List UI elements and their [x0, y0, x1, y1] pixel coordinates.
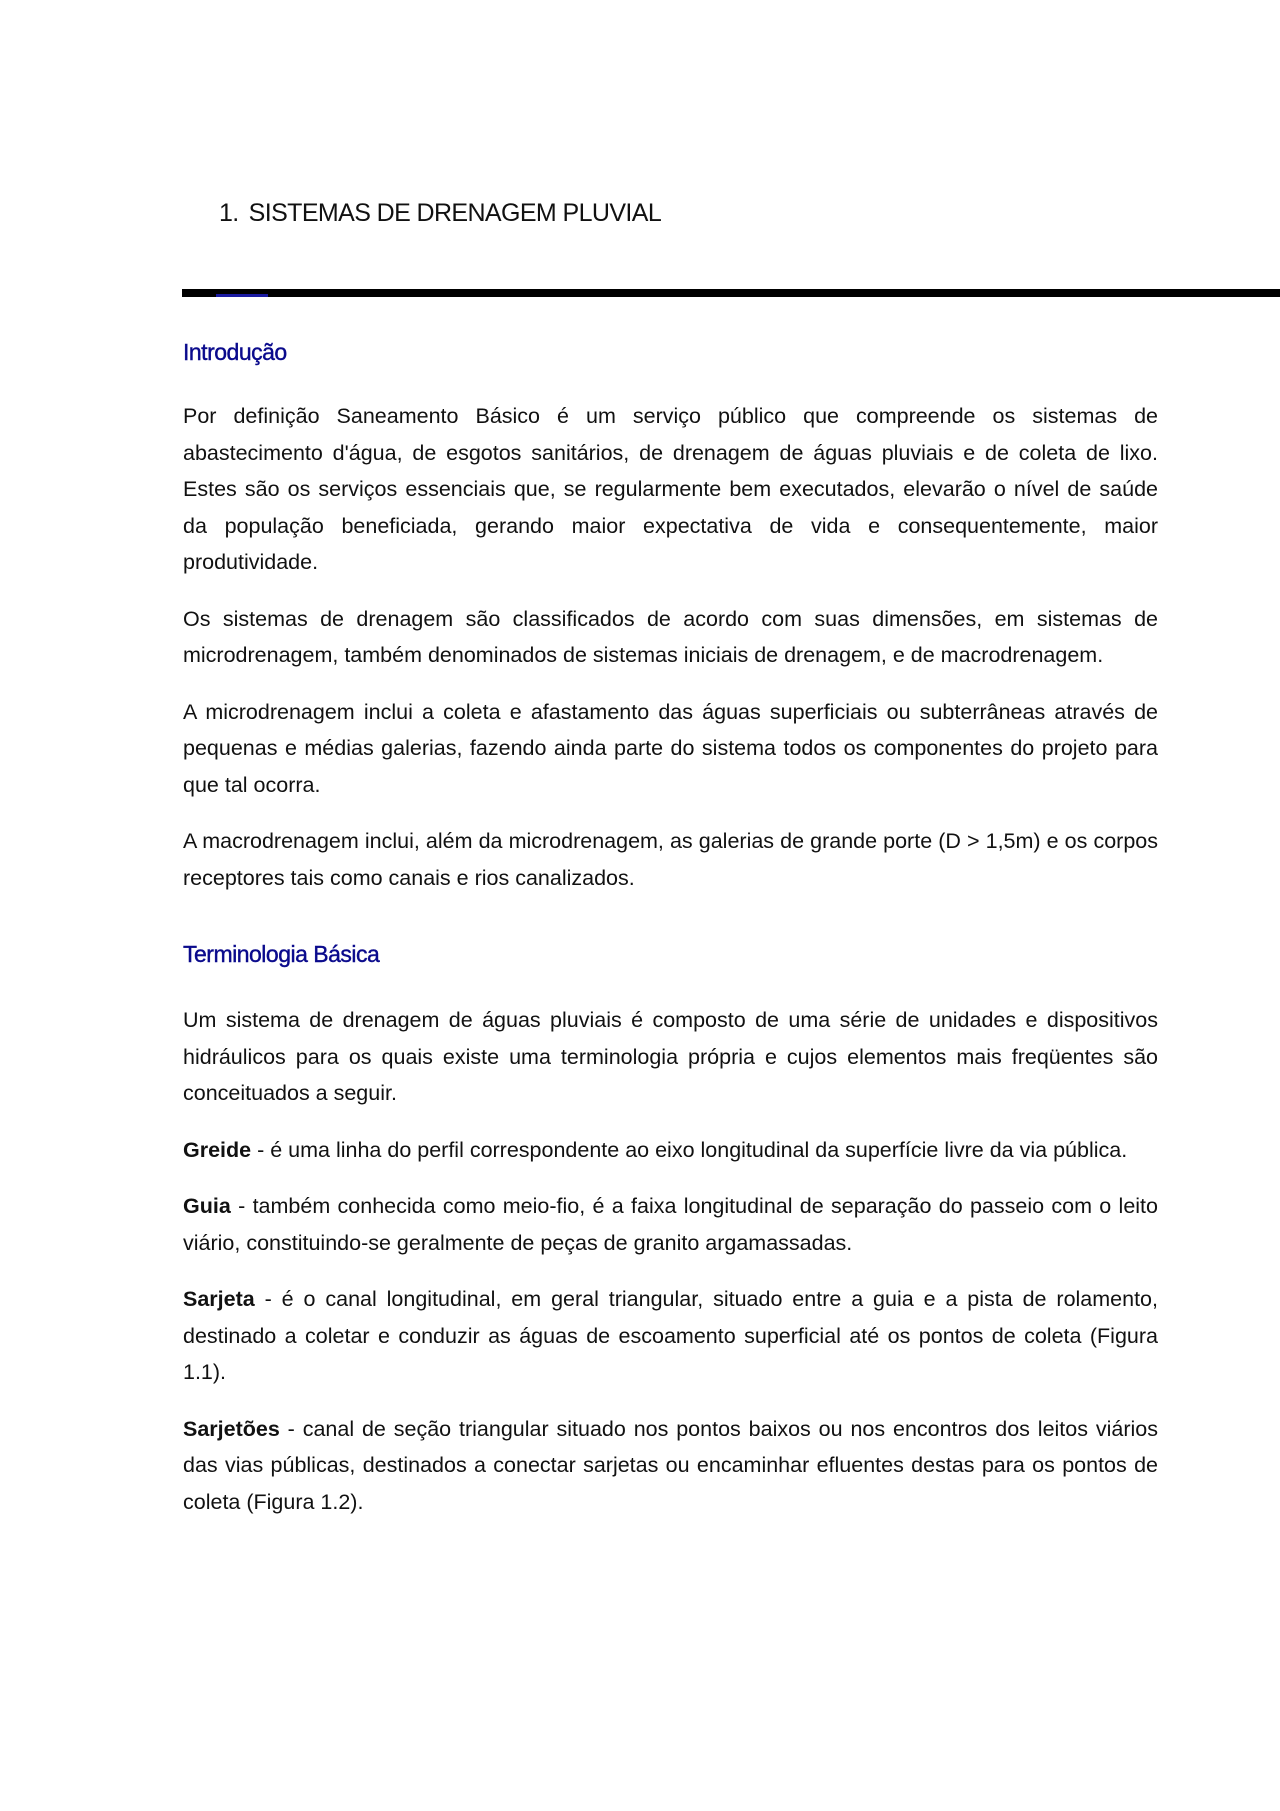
intro-paragraph-2: Os sistemas de drenagem são classificados de acordo com suas dimensões, em sistemas de microdrenagem, também denominados de sistemas iniciais de drenagem, e de macrodrenagem. — [183, 606, 1158, 667]
term-label: Sarjeta — [183, 1287, 255, 1311]
term-definition-guia — [183, 1188, 1158, 1261]
chapter-number: 1. — [219, 199, 239, 227]
intro-paragraph-1: Por definição Saneamento Básico é um serviço público que compreende os sistemas de abastecimento d'água, de esgotos sanitários, de drenagem de águas pluviais e de coleta de lixo. Estes são os serviços essenciais que, se regularmente bem executados, elevarão o nível de saúde da população beneficiada, gerando maior expectativa de vida e consequentemente, maior produtividade. — [183, 404, 1158, 574]
document-body — [183, 334, 1158, 1520]
intro-paragraph-3: A microdrenagem inclui a coleta e afastamento das águas superficiais ou subterrâneas através de pequenas e médias galerias, fazendo ainda parte do sistema todos os componentes do projeto para que tal ocorra. — [183, 699, 1158, 797]
term-label: Guia — [183, 1194, 231, 1218]
intro-paragraph-4: A macrodrenagem inclui, além da microdrenagem, as galerias de grande porte (D > 1,5m) e os corpos receptores tais como canais e rios canalizados. — [183, 829, 1158, 890]
term-text: - também conhecida como meio-fio, é a faixa longitudinal de separação do passeio com o leito viário, constituindo-se geralmente de peças de granito argamassadas. — [183, 1194, 1158, 1255]
term-definition-sarjetoes — [183, 1411, 1158, 1521]
term-definition-sarjeta — [183, 1281, 1158, 1391]
section-heading-introducao: Introdução — [183, 339, 287, 365]
chapter-title-text: SISTEMAS DE DRENAGEM PLUVIAL — [248, 199, 662, 227]
term-label: Greide — [183, 1137, 252, 1162]
terminology-intro-paragraph: Um sistema de drenagem de águas pluviais é composto de uma série de unidades e dispositivos hidráulicos para os quais existe uma terminologia própria e cujos elementos mais freqüentes são conceituados a seguir. — [183, 1008, 1158, 1105]
term-text: - é uma linha do perfil correspondente ao eixo longitudinal da superfície livre da via pública. — [251, 1137, 1128, 1162]
term-text: - é o canal longitudinal, em geral triangular, situado entre a guia e a pista de rolamento, destinado a coletar e conduzir as águas de escoamento superficial até os pontos de coleta (Figura 1.1). — [183, 1287, 1158, 1384]
chapter-title — [219, 199, 661, 228]
term-definition-greide — [183, 1132, 1158, 1169]
heading-rule-accent — [216, 294, 268, 297]
term-label: Sarjetões — [183, 1416, 280, 1441]
section-heading-terminologia: Terminologia Básica — [183, 941, 380, 967]
term-text: - canal de seção triangular situado nos pontos baixos ou nos encontros dos leitos viários das vias públicas, destinados a conectar sarjetas ou encaminhar efluentes destas para os pontos de coleta (Figura 1.2). — [183, 1416, 1158, 1514]
heading-rule — [182, 289, 1280, 297]
